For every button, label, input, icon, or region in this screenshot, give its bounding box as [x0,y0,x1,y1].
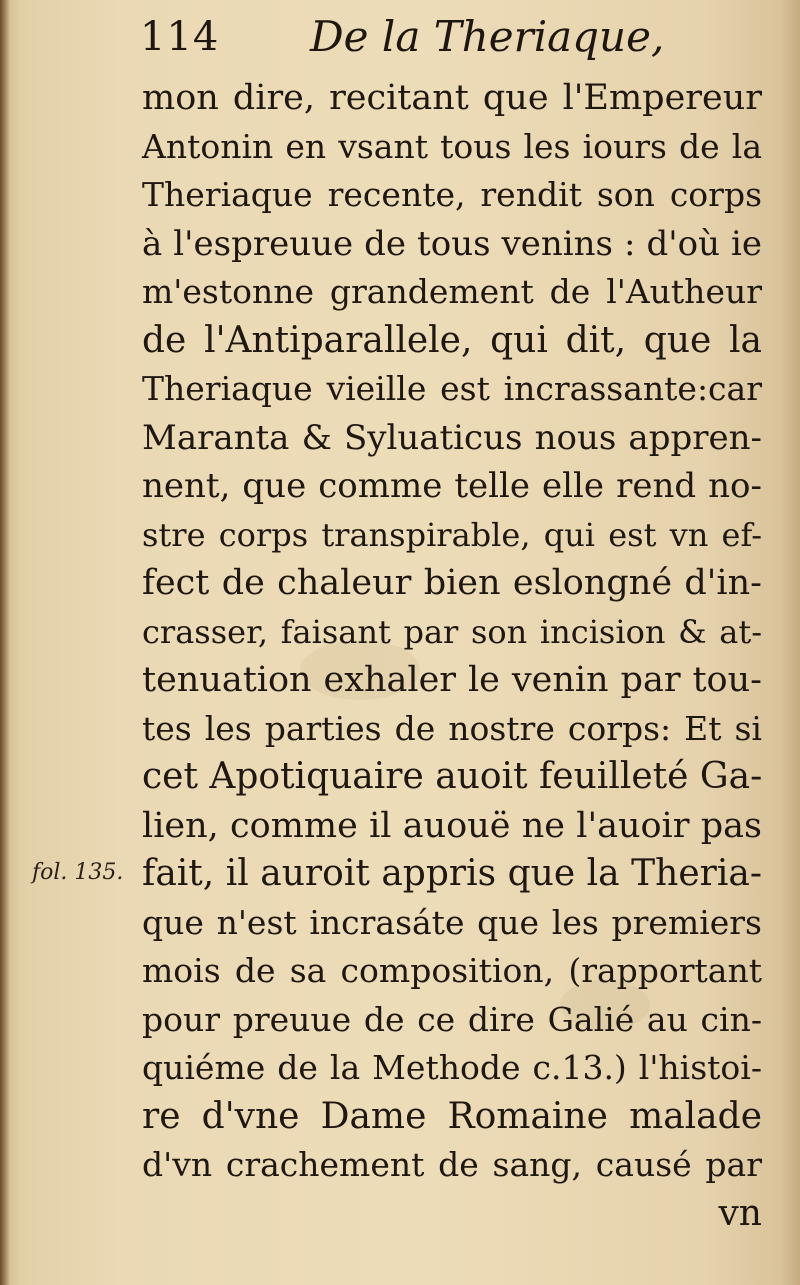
text-line: nent, que comme telle elle rend no- [142,466,762,506]
margin-note: fol. 135. [32,860,124,885]
page-number: 114 [140,14,220,60]
catchword: vn [718,1192,762,1234]
text-line: d'vn crachement de sang, causé par [142,1145,762,1184]
text-line: mois de sa composition, (rapportant [142,951,762,990]
text-line: re d'vne Dame Romaine malade [142,1095,762,1137]
text-line: Theriaque recente, rendit son corps [142,175,762,214]
text-line: Theriaque vieille est incrassante:car [142,369,762,408]
text-line: tenuation exhaler le venin par tou- [142,660,762,700]
text-line: stre corps transpirable, qui est vn ef- [142,515,762,554]
text-line: Antonin en vsant tous les iours de la [142,126,762,166]
body-text [142,74,762,1238]
text-line: de l'Antiparallele, qui dit, que la [142,319,762,361]
text-line: quiéme de la Methode c.13.) l'histoi- [142,1048,762,1087]
text-line: tes les parties de nostre corps: Et si [142,708,762,748]
text-line: fait, il auroit appris que la Theria- [142,853,762,894]
page-header [140,8,760,68]
text-line: crasser, faisant par son incision & at- [142,612,762,651]
text-line: mon dire, recitant que l'Empereur [142,78,762,118]
text-line: cet Apotiquaire auoit feuilleté Ga- [142,756,763,797]
text-line: lien, comme il auouë ne l'auoir pas [142,805,762,846]
text-line: à l'espreuue de tous venins : d'où ie [142,223,762,264]
text-line: que n'est incrasáte que les premiers [142,902,762,942]
text-line: Maranta & Syluaticus nous appren- [142,417,762,458]
text-line: pour preuue de ce dire Galié au cin- [142,999,762,1039]
text-line: m'estonne grandement de l'Autheur [142,272,762,311]
running-title: De la Theriaque, [310,12,665,61]
text-line: fect de chaleur bien eslongné d'in- [142,563,762,603]
